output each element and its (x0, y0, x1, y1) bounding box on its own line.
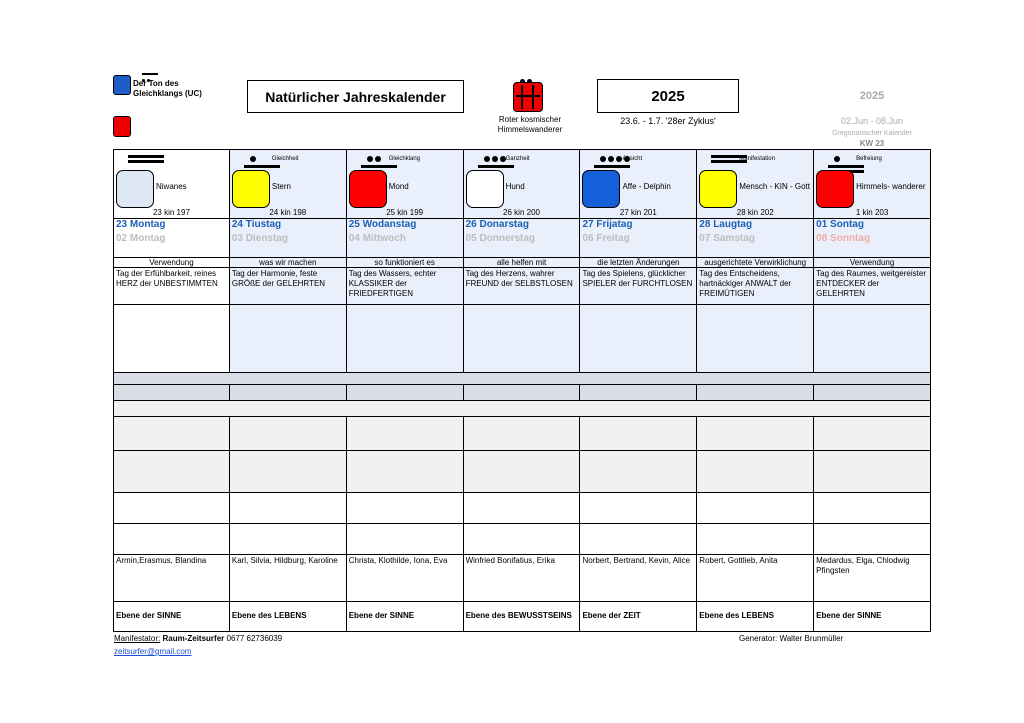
grey-cell[interactable] (230, 417, 347, 451)
names-3: Winfried Bonifatius, Erika (464, 555, 581, 602)
level-6: Ebene der SINNE (814, 602, 931, 632)
day-name-row (113, 219, 931, 258)
white-cell[interactable] (464, 524, 581, 555)
footer-manifestator (114, 634, 282, 643)
sep-cell (230, 385, 347, 401)
tone-bar-icon (828, 165, 864, 168)
cycle-label: 23.6. - 1.7. '28er Zyklus' (620, 116, 716, 126)
white-cell[interactable] (697, 493, 814, 524)
names-row (113, 555, 931, 602)
day-name-1: 24 Tiustag 03 Dienstag (230, 219, 347, 258)
notes-2[interactable] (347, 305, 464, 373)
kin-number: 1 kin 203 (855, 208, 889, 217)
day-cell-0 (113, 150, 230, 219)
purpose-3: alle helfen mit (464, 258, 581, 268)
white-cell[interactable] (464, 493, 581, 524)
notes-6[interactable] (814, 305, 931, 373)
day-name-0: 23 Montag 02 Montag (113, 219, 230, 258)
grey-cell[interactable] (464, 417, 581, 451)
desc-3: Tag des Herzens, wahrer FREUND der SELBSTLOSEN (464, 268, 581, 305)
red-small-icon (113, 116, 131, 137)
sep-cell (580, 385, 697, 401)
grey-cell[interactable] (113, 451, 230, 493)
day-name-3: 26 Donarstag 05 Donnerstag (464, 219, 581, 258)
email-link[interactable]: zeitsurfer@gmail.com (114, 647, 192, 656)
names-0: Armin,Erasmus, Blandina (113, 555, 230, 602)
separator-band (113, 373, 931, 385)
greg-caption: Gregorianischer Kalender (832, 130, 912, 137)
tone-icon (113, 75, 131, 95)
human-icon (699, 170, 737, 208)
grey-cell[interactable] (580, 417, 697, 451)
day-cell-1 (230, 150, 347, 219)
sep-cell (347, 385, 464, 401)
names-4: Norbert, Bertrand, Kevin, Alice (580, 555, 697, 602)
kin-dots-icon (520, 71, 540, 79)
sep-cell (464, 385, 581, 401)
grey-cell[interactable] (230, 451, 347, 493)
kin-number: 26 kin 200 (503, 208, 540, 217)
purpose-5: ausgerichtete Verwirklichung (697, 258, 814, 268)
notes-3[interactable] (464, 305, 581, 373)
purpose-6: Verwendung (814, 258, 931, 268)
tone-name: Manifestation (739, 156, 775, 162)
white-cell[interactable] (230, 493, 347, 524)
sign-name: Himmels- wanderer (856, 182, 926, 191)
tone-name: Befreiung (856, 156, 882, 162)
manifestator-phone: 0677 62736039 (226, 634, 283, 643)
calendar-grid (113, 149, 931, 632)
manifestator-label: Manifestator: (114, 634, 161, 643)
kin-name: Roter kosmischer Himmelswanderer (497, 115, 563, 134)
moon-icon (349, 170, 387, 208)
tone-name: Gleichklang (388, 156, 421, 162)
level-4: Ebene der ZEIT (580, 602, 697, 632)
tone-dots-icon (834, 155, 842, 162)
white-cell[interactable] (697, 524, 814, 555)
desc-4: Tag des Spielens, glücklicher SPIELER der FURCHTLOSEN (580, 268, 697, 305)
names-6: Medardus, Elga, Chlodwig Pfingsten (814, 555, 931, 602)
day-cell-2 (347, 150, 464, 219)
greg-range: 02.Jun - 08.Jun (840, 116, 904, 126)
tone-bar-icon (361, 165, 397, 168)
tone-bar-icon (594, 165, 630, 168)
level-1: Ebene des LEBENS (230, 602, 347, 632)
tone-name: Absicht (622, 156, 643, 162)
tone-dots-icon (367, 155, 383, 162)
day-name-5: 28 Laugtag 07 Samstag (697, 219, 814, 258)
kin-seal-icon (513, 82, 543, 112)
white-cell[interactable] (230, 524, 347, 555)
sign-name: Niwanes (156, 182, 187, 191)
monkey-icon (582, 170, 620, 208)
skywalker-icon (816, 170, 854, 208)
names-5: Robert, Gottlieb, Anita (697, 555, 814, 602)
sign-name: Affe - Delphin (622, 182, 671, 191)
separator-row (113, 385, 931, 401)
grey-cell[interactable] (464, 451, 581, 493)
grey-cell[interactable] (697, 417, 814, 451)
dog-icon (466, 170, 504, 208)
sign-row (113, 149, 931, 219)
kin-number: 25 kin 199 (386, 208, 424, 217)
white-cell[interactable] (814, 524, 931, 555)
grey-cell[interactable] (580, 451, 697, 493)
level-row (113, 602, 931, 632)
desc-row (113, 268, 931, 305)
day-cell-4 (580, 150, 697, 219)
kin-number: 23 kin 197 (152, 208, 190, 217)
white-cell[interactable] (580, 493, 697, 524)
names-2: Christa, Klothilde, Iona, Eva (347, 555, 464, 602)
day-cell-5 (697, 150, 814, 219)
tone-name: Gleichheit (271, 156, 299, 162)
greg-year: 2025 (859, 90, 885, 102)
tone-dots-icon (250, 155, 258, 162)
notes-0[interactable] (113, 305, 230, 373)
names-1: Karl, Silvia, Hildburg, Karoline (230, 555, 347, 602)
sep-cell (113, 385, 230, 401)
grey-cell[interactable] (697, 451, 814, 493)
grey-row (113, 451, 931, 493)
level-5: Ebene des LEBENS (697, 602, 814, 632)
grey-cell[interactable] (814, 451, 931, 493)
notes-5[interactable] (697, 305, 814, 373)
white-cell[interactable] (347, 524, 464, 555)
desc-0: Tag der Erfühlbarkeit, reines HERZ der UNBESTIMMTEN (113, 268, 230, 305)
white-cell[interactable] (814, 493, 931, 524)
day-cell-6 (814, 150, 931, 219)
day-name-4: 27 Frijatag 06 Freitag (580, 219, 697, 258)
purpose-row (113, 258, 931, 268)
tone-bar-icon (128, 160, 164, 163)
page-title: Natürlicher Jahreskalender (247, 80, 464, 113)
white-cell[interactable] (580, 524, 697, 555)
sep-cell (697, 385, 814, 401)
kin-number: 27 kin 201 (619, 208, 657, 217)
white-row (113, 493, 931, 524)
white-cell[interactable] (113, 493, 230, 524)
tone-dots-icon (142, 69, 158, 75)
purpose-1: was wir machen (230, 258, 347, 268)
purpose-4: die letzten Änderungen (580, 258, 697, 268)
star-icon (232, 170, 270, 208)
notes-row (113, 305, 931, 373)
purpose-2: so funktioniert es (347, 258, 464, 268)
sign-name: Stern (271, 182, 291, 191)
purpose-0: Verwendung (113, 258, 230, 268)
day-name-6: 01 Sontag 08 Sonntag (814, 219, 931, 258)
tone-label: Der Ton des Gleichklangs (UC) (133, 79, 202, 98)
week-number: KW 23 (859, 139, 885, 148)
white-row (113, 524, 931, 555)
notes-4[interactable] (580, 305, 697, 373)
niwanes-icon (116, 170, 154, 208)
level-3: Ebene des BEWUSSTSEINS (464, 602, 581, 632)
kin-number: 28 kin 202 (736, 208, 774, 217)
grey-cell[interactable] (814, 417, 931, 451)
tone-dots-icon (484, 155, 508, 162)
grey-cell[interactable] (113, 417, 230, 451)
generator-label: Generator: Walter Brunmüller (739, 634, 844, 643)
kin-number: 24 kin 198 (269, 208, 307, 217)
tone-bar-icon (244, 165, 280, 168)
desc-6: Tag des Raumes, weitgereister ENTDECKER der GELEHRTEN (814, 268, 931, 305)
white-cell[interactable] (347, 493, 464, 524)
separator-band-2 (113, 401, 931, 417)
tone-bar-icon (128, 155, 164, 158)
level-2: Ebene der SINNE (347, 602, 464, 632)
sign-name: Mond (388, 182, 409, 191)
day-name-2: 25 Wodanstag 04 Mittwoch (347, 219, 464, 258)
grey-cell[interactable] (347, 417, 464, 451)
sign-name: Mensch - KIN - Gott (739, 182, 810, 191)
grey-row (113, 417, 931, 451)
sep-cell (814, 385, 931, 401)
manifestator-name: Raum-Zeitsurfer (162, 634, 225, 643)
level-0: Ebene der SINNE (113, 602, 230, 632)
desc-2: Tag des Wassers, echter KLASSIKER der FRIEDFERTIGEN (347, 268, 464, 305)
desc-1: Tag der Harmonie, feste GRÖßE der GELEHRTEN (230, 268, 347, 305)
sign-name: Hund (505, 182, 525, 191)
tone-name: Ganzheit (505, 156, 530, 162)
white-cell[interactable] (113, 524, 230, 555)
desc-5: Tag des Entscheidens, hartnäckiger ANWALT der FREIMÜTIGEN (697, 268, 814, 305)
year-box: 2025 (597, 79, 739, 113)
tone-bar-icon (478, 165, 514, 168)
grey-cell[interactable] (347, 451, 464, 493)
notes-1[interactable] (230, 305, 347, 373)
day-cell-3 (464, 150, 581, 219)
